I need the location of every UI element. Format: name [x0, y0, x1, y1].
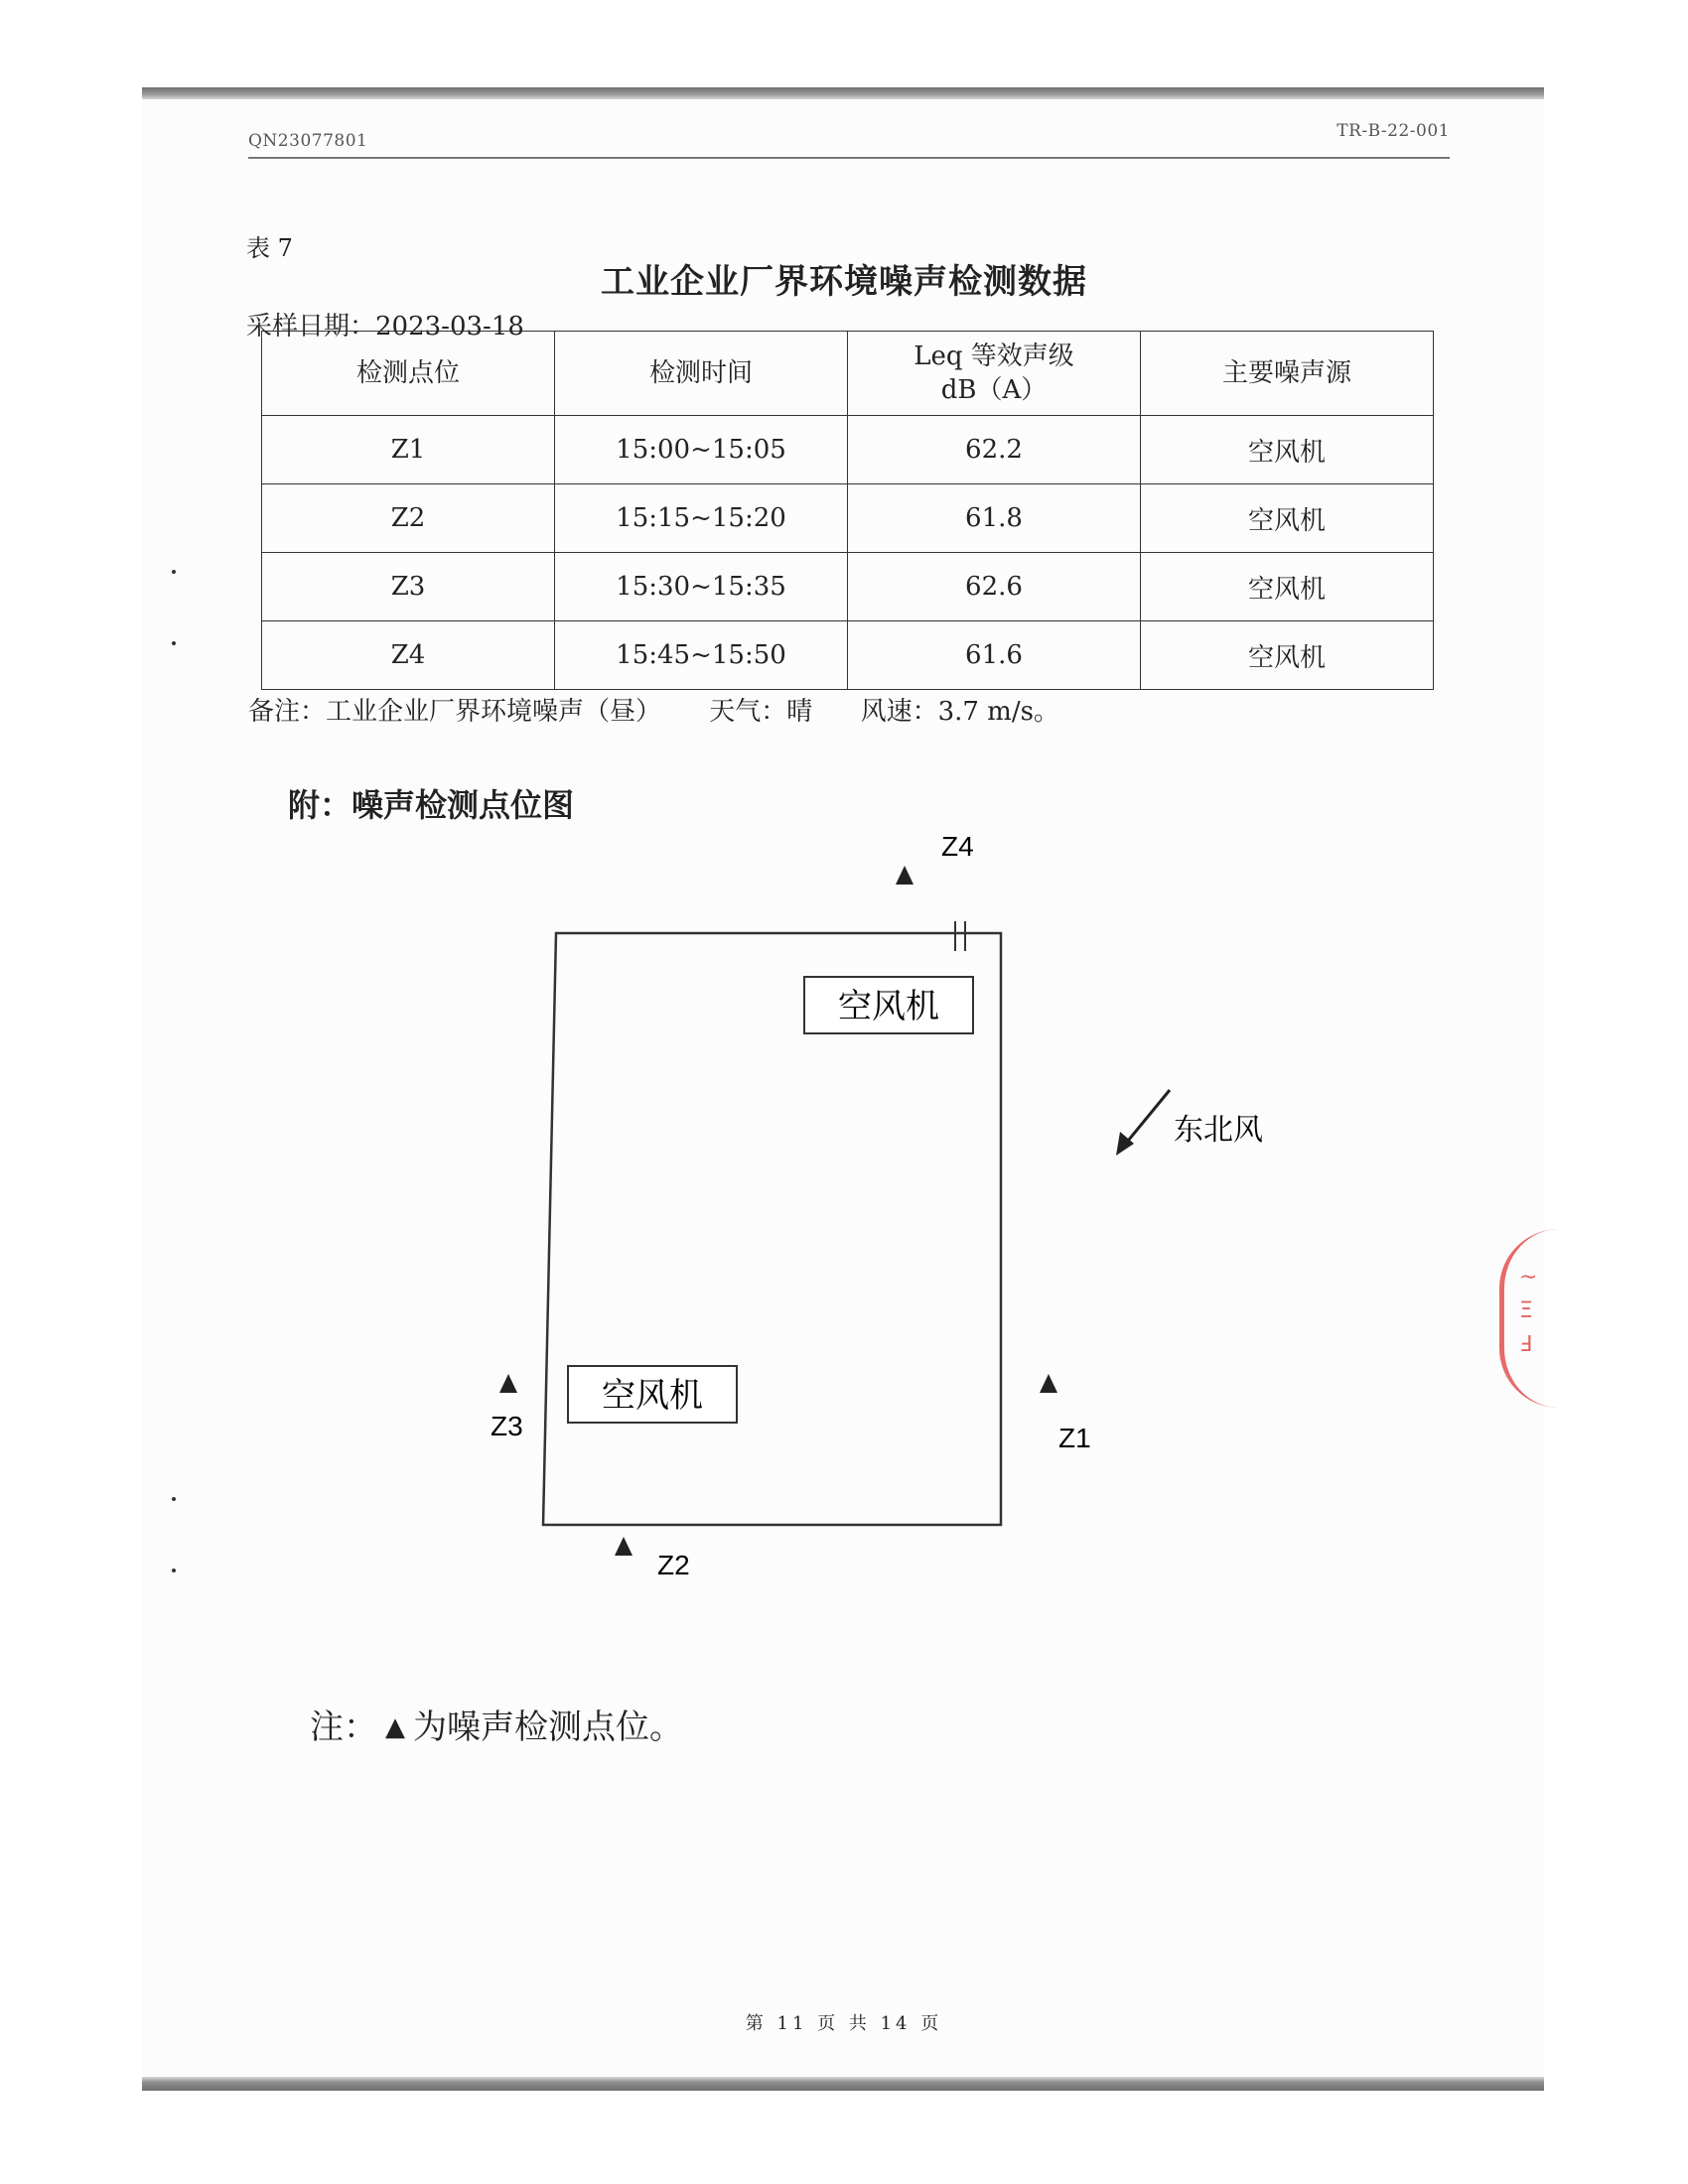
cell-point: Z1 [262, 416, 555, 484]
page-footer: 第 11 页 共 14 页 [745, 2013, 943, 2034]
legend-note [310, 1700, 683, 1748]
cell-point: Z3 [262, 553, 555, 621]
doc-number: QN23077801 [248, 131, 368, 151]
cell-leq: 61.8 [848, 484, 1141, 553]
point-z4-marker [896, 866, 914, 885]
scan-dot [172, 570, 176, 574]
point-z4-label: Z4 [941, 831, 974, 862]
fan-label-top: 空风机 [838, 987, 939, 1026]
cell-source: 空风机 [1141, 621, 1434, 690]
attachment-title: 附：噪声检测点位图 [288, 786, 575, 824]
cell-source: 空风机 [1141, 484, 1434, 553]
cell-leq: 62.2 [848, 416, 1141, 484]
scan-dot [172, 641, 176, 645]
fan-label-bottom: 空风机 [602, 1376, 703, 1416]
cell-point: Z4 [262, 621, 555, 690]
remark-weather: 天气：晴 [709, 697, 813, 727]
cell-leq: 61.6 [848, 621, 1141, 690]
note-prefix: 注： [310, 1707, 377, 1747]
point-z2-label: Z2 [657, 1550, 690, 1580]
seal-fragment: ∼ Ξ Ⅎ [1519, 1265, 1538, 1357]
point-z3-label: Z3 [491, 1411, 523, 1441]
wind-arrow [1124, 1090, 1170, 1146]
form-number: TR-B-22-001 [1336, 121, 1450, 141]
note-text: 为噪声检测点位。 [413, 1707, 683, 1747]
red-seal-stamp [1499, 1229, 1623, 1408]
cell-time: 15:15~15:20 [555, 484, 848, 553]
remark-note: 备注：工业企业厂界环境噪声（昼） [248, 697, 662, 727]
cell-time: 15:30~15:35 [555, 553, 848, 621]
cell-time: 15:00~15:05 [555, 416, 848, 484]
scan-dot [172, 1497, 176, 1501]
col-header-leq-line2: dB（A） [940, 375, 1048, 405]
col-header-time: 检测时间 [555, 332, 848, 416]
point-z1-label: Z1 [1058, 1423, 1091, 1453]
cell-source: 空风机 [1141, 553, 1434, 621]
scan-dot [172, 1569, 176, 1572]
point-z3-marker [499, 1374, 517, 1393]
col-header-point: 检测点位 [262, 332, 555, 416]
remark-wind-speed: 风速：3.7 m/s。 [860, 697, 1059, 727]
col-header-leq-line1: Leq 等效声级 [914, 341, 1074, 371]
point-z1-marker [1040, 1374, 1057, 1393]
triangle-marker-icon: ▲ [385, 1712, 405, 1742]
cell-leq: 62.6 [848, 553, 1141, 621]
wind-direction-label: 东北风 [1174, 1113, 1263, 1148]
cell-point: Z2 [262, 484, 555, 553]
col-header-source: 主要噪声源 [1141, 332, 1434, 416]
point-z2-marker [615, 1537, 633, 1556]
page-title: 工业企业厂界环境噪声检测数据 [601, 262, 1087, 302]
table-label: 表 7 [246, 234, 293, 262]
cell-source: 空风机 [1141, 416, 1434, 484]
cell-time: 15:45~15:50 [555, 621, 848, 690]
sample-date: 采样日期：2023-03-18 [246, 312, 524, 341]
